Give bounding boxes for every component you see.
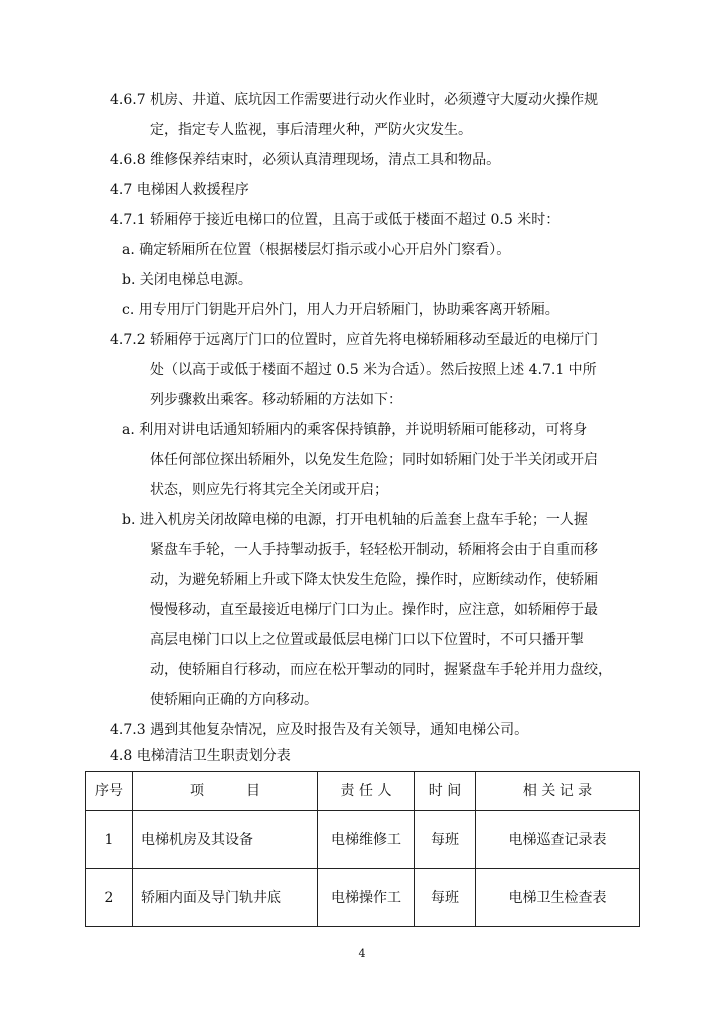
page-number: 4 (358, 947, 366, 960)
para-4-6-8: 4.6.8 维修保养结束时，必须认真清理现场，清点工具和物品。 (110, 152, 501, 168)
item-b-2-line6: 动，使轿厢自行移动，而应在松开掣动的同时，握紧盘车手轮并用力盘绞， (150, 662, 612, 678)
header-cell: 相 关 记 录 (476, 772, 640, 811)
item-a-2-line1: a. 利用对讲电话通知轿厢内的乘客保持镇静，并说明轿厢可能移动，可将身 (122, 422, 588, 438)
header-cell: 责 任 人 (318, 772, 415, 811)
responsibility-table (85, 771, 640, 927)
item-b-2-line4: 慢慢移动，直至最接近电梯厅门口为止。操作时，应注意，如轿厢停于最 (150, 602, 598, 618)
section-4-8-heading: 4.8 电梯清洁卫生职责划分表 (110, 748, 291, 764)
item-b-2-line2: 紧盘车手轮，一人手持掣动扳手，轻轻松开制动，轿厢将会由于自重而移 (150, 542, 598, 558)
para-4-7-2-line3: 列步骤救出乘客。移动轿厢的方法如下： (150, 392, 402, 408)
item-a-1: a. 确定轿厢所在位置（根据楼层灯指示或小心开启外门察看）。 (122, 242, 511, 258)
item-b-2-line3: 动，为避免轿厢上升或下降太快发生危险，操作时，应断续动作，使轿厢 (150, 572, 598, 588)
table-cell: 每班 (415, 811, 476, 869)
header-cell: 项 目 (133, 772, 318, 811)
para-4-6-7-line2: 定，指定专人监视，事后清理火种，严防火灾发生。 (150, 122, 472, 138)
table-cell: 轿厢内面及导门轨井底 (133, 869, 318, 927)
table-cell: 电梯操作工 (318, 869, 415, 927)
table-cell: 每班 (415, 869, 476, 927)
item-b-1: b. 关闭电梯总电源。 (122, 272, 252, 288)
item-b-2-line7: 使轿厢向正确的方向移动。 (150, 692, 318, 708)
para-4-6-7-line1: 4.6.7 机房、井道、底坑因工作需要进行动火作业时，必须遵守大厦动火操作规 (110, 92, 599, 108)
header-cell: 时 间 (415, 772, 476, 811)
table-cell: 电梯卫生检查表 (476, 869, 640, 927)
item-c-1: c. 用专用厅门钥匙开启外门，用人力开启轿厢门，协助乘客离开轿厢。 (122, 302, 559, 318)
table-cell: 电梯维修工 (318, 811, 415, 869)
table-cell: 2 (86, 869, 133, 927)
para-4-7-1: 4.7.1 轿厢停于接近电梯口的位置，且高于或低于楼面不超过 0.5 米时： (110, 212, 560, 228)
item-b-2-line5: 高层电梯门口以上之位置或最低层电梯门口以下位置时，不可只播开掣 (150, 632, 584, 648)
table-row (86, 811, 640, 869)
para-4-7-2-line2: 处（以高于或低于楼面不超过 0.5 米为合适）。然后按照上述 4.7.1 中所 (150, 362, 597, 378)
table-cell: 1 (86, 811, 133, 869)
item-a-2-line3: 状态，则应先行将其完全关闭或开启； (150, 482, 388, 498)
item-b-2-line1: b. 进入机房关闭故障电梯的电源，打开电机轴的后盖套上盘车手轮；一人握 (122, 512, 588, 528)
section-4-7-heading: 4.7 电梯困人救援程序 (110, 182, 249, 198)
table-row (86, 869, 640, 927)
para-4-7-2-line1: 4.7.2 轿厢停于远离厅门口的位置时，应首先将电梯轿厢移动至最近的电梯厅门 (110, 332, 599, 348)
table-cell: 电梯机房及其设备 (133, 811, 318, 869)
para-4-7-3: 4.7.3 遇到其他复杂情况，应及时报告及有关领导，通知电梯公司。 (110, 722, 529, 738)
header-cell: 序号 (86, 772, 133, 811)
item-a-2-line2: 体任何部位探出轿厢外，以免发生危险；同时如轿厢门处于半关闭或开启 (150, 452, 598, 468)
table-header-row (86, 772, 640, 811)
table-cell: 电梯巡查记录表 (476, 811, 640, 869)
